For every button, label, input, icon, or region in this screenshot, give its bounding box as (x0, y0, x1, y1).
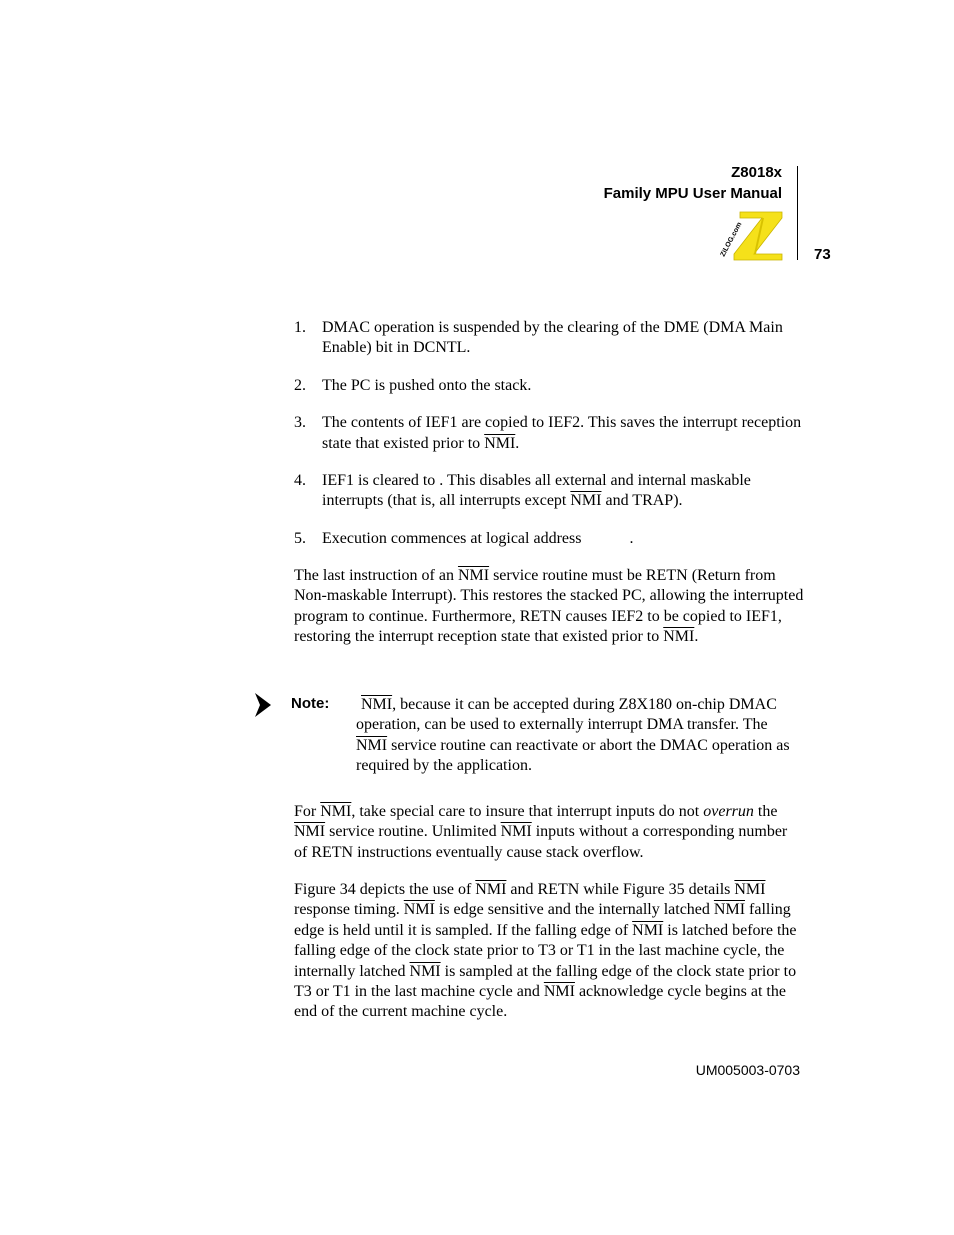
nmi-signal: $\overline{NMI}$ (543, 983, 575, 1001)
list-number: 2. (294, 376, 306, 394)
timing-paragraph (294, 880, 804, 1023)
page-number: 73 (814, 246, 831, 263)
svg-text:ZiLOG.com: ZiLOG.com (719, 221, 744, 258)
nmi-signal: $\overline{NMI}$ (663, 628, 695, 646)
list-item (294, 376, 804, 396)
nmi-sequence-list (294, 318, 804, 566)
nmi-signal: $\overline{NMI}$ (457, 567, 490, 584)
zilog-logo (719, 209, 784, 261)
header-subtitle: Family MPU User Manual (603, 185, 782, 202)
nmi-signal: $\overline{NMI}$ (713, 901, 746, 919)
list-text: and TRAP). (601, 492, 683, 510)
nmi-signal: $\overline{NMI}$ (356, 736, 388, 754)
text-run: Figure 34 depicts the use of (294, 881, 476, 898)
header-divider (797, 166, 798, 260)
nmi-signal: $\overline{NMI}$ (294, 823, 326, 841)
text-run: . (694, 628, 699, 646)
text-run: The last instruction of an (294, 567, 458, 584)
text-run: is edge sensitive and the internally latched (434, 901, 714, 919)
nmi-signal: $\overline{NMI}$ (570, 492, 602, 510)
nmi-signal: $\overline{NMI}$ (361, 696, 393, 713)
nmi-signal: $\overline{NMI}$ (500, 823, 532, 841)
list-item (294, 529, 804, 549)
text-run: service routine must be RETN (Return from Non-maskable Interrupt). This restores the stacked PC, allowing the interrupted program to continue. Furthermore, RETN causes IEF2 to be copied to IEF1, restoring the interrupt reception state that existed prior to (294, 567, 804, 646)
nmi-signal: $\overline{NMI}$ (734, 881, 766, 898)
nmi-signal: $\overline{NMI}$ (484, 434, 516, 452)
note-text (356, 695, 796, 777)
text-run: For (294, 803, 321, 820)
list-item (294, 471, 804, 512)
note-arrow-icon (254, 692, 272, 718)
text-run: , because it can be accepted during Z8X180 on-chip DMAC operation, can be used to externally interrupt DMA transfer. The (356, 696, 777, 734)
list-number: 1. (294, 319, 306, 336)
document-id: UM005003-0703 (695, 1062, 800, 1078)
nmi-signal: $\overline{NMI}$ (320, 803, 352, 820)
list-item (294, 318, 804, 359)
list-number: 5. (294, 529, 306, 547)
list-text: Execution commences at logical address . (322, 529, 634, 547)
text-run: inputs without a corresponding number of RETN instructions eventually cause stack overflow. (294, 823, 788, 861)
text-run: service routine can reactivate or abort the DMAC operation as required by the application. (356, 736, 790, 775)
retn-paragraph (294, 566, 804, 648)
text-run: , take special care to insure that interrupt inputs do not (351, 803, 704, 820)
list-item (294, 413, 804, 454)
list-number: 3. (294, 414, 306, 432)
emphasis-text: overrun (703, 803, 754, 820)
list-text: The contents of IEF1 are copied to IEF2. This saves the interrupt reception state that existed prior to (322, 414, 802, 452)
text-run: falling edge is held until it is sampled. If the falling edge of (294, 901, 791, 939)
note-label: Note: (291, 695, 330, 712)
list-text: DMAC operation is suspended by the clearing of the DME (DMA Main Enable) bit in DCNTL. (322, 319, 783, 357)
nmi-signal: $\overline{NMI}$ (475, 881, 507, 898)
list-number: 4. (294, 472, 306, 490)
nmi-signal: $\overline{NMI}$ (632, 921, 664, 939)
text-run: is sampled at the falling edge of the clock state prior to T3 or T1 in the last machine cycle and (294, 962, 797, 1001)
overrun-paragraph (294, 802, 804, 863)
list-text: . (515, 434, 520, 452)
text-run: the (753, 803, 778, 820)
text-run: service routine. Unlimited (325, 823, 501, 841)
text-run: and RETN while Figure 35 details (506, 881, 735, 898)
list-text: IEF1 is cleared to . This disables all external and internal maskable interrupts (that is, all interrupts except (322, 472, 751, 510)
text-run: response timing. (294, 901, 404, 919)
list-text: The PC is pushed onto the stack. (322, 376, 532, 394)
nmi-signal: $\overline{NMI}$ (403, 901, 435, 919)
text-run: acknowledge cycle begins at the end of the current machine cycle. (294, 983, 786, 1021)
nmi-signal: $\overline{NMI}$ (409, 962, 441, 980)
text-run: is latched before the falling edge of the clock state prior to T3 or T1 in the last machine cycle, the internally latched (294, 921, 797, 980)
header-title: Z8018x (731, 164, 782, 181)
